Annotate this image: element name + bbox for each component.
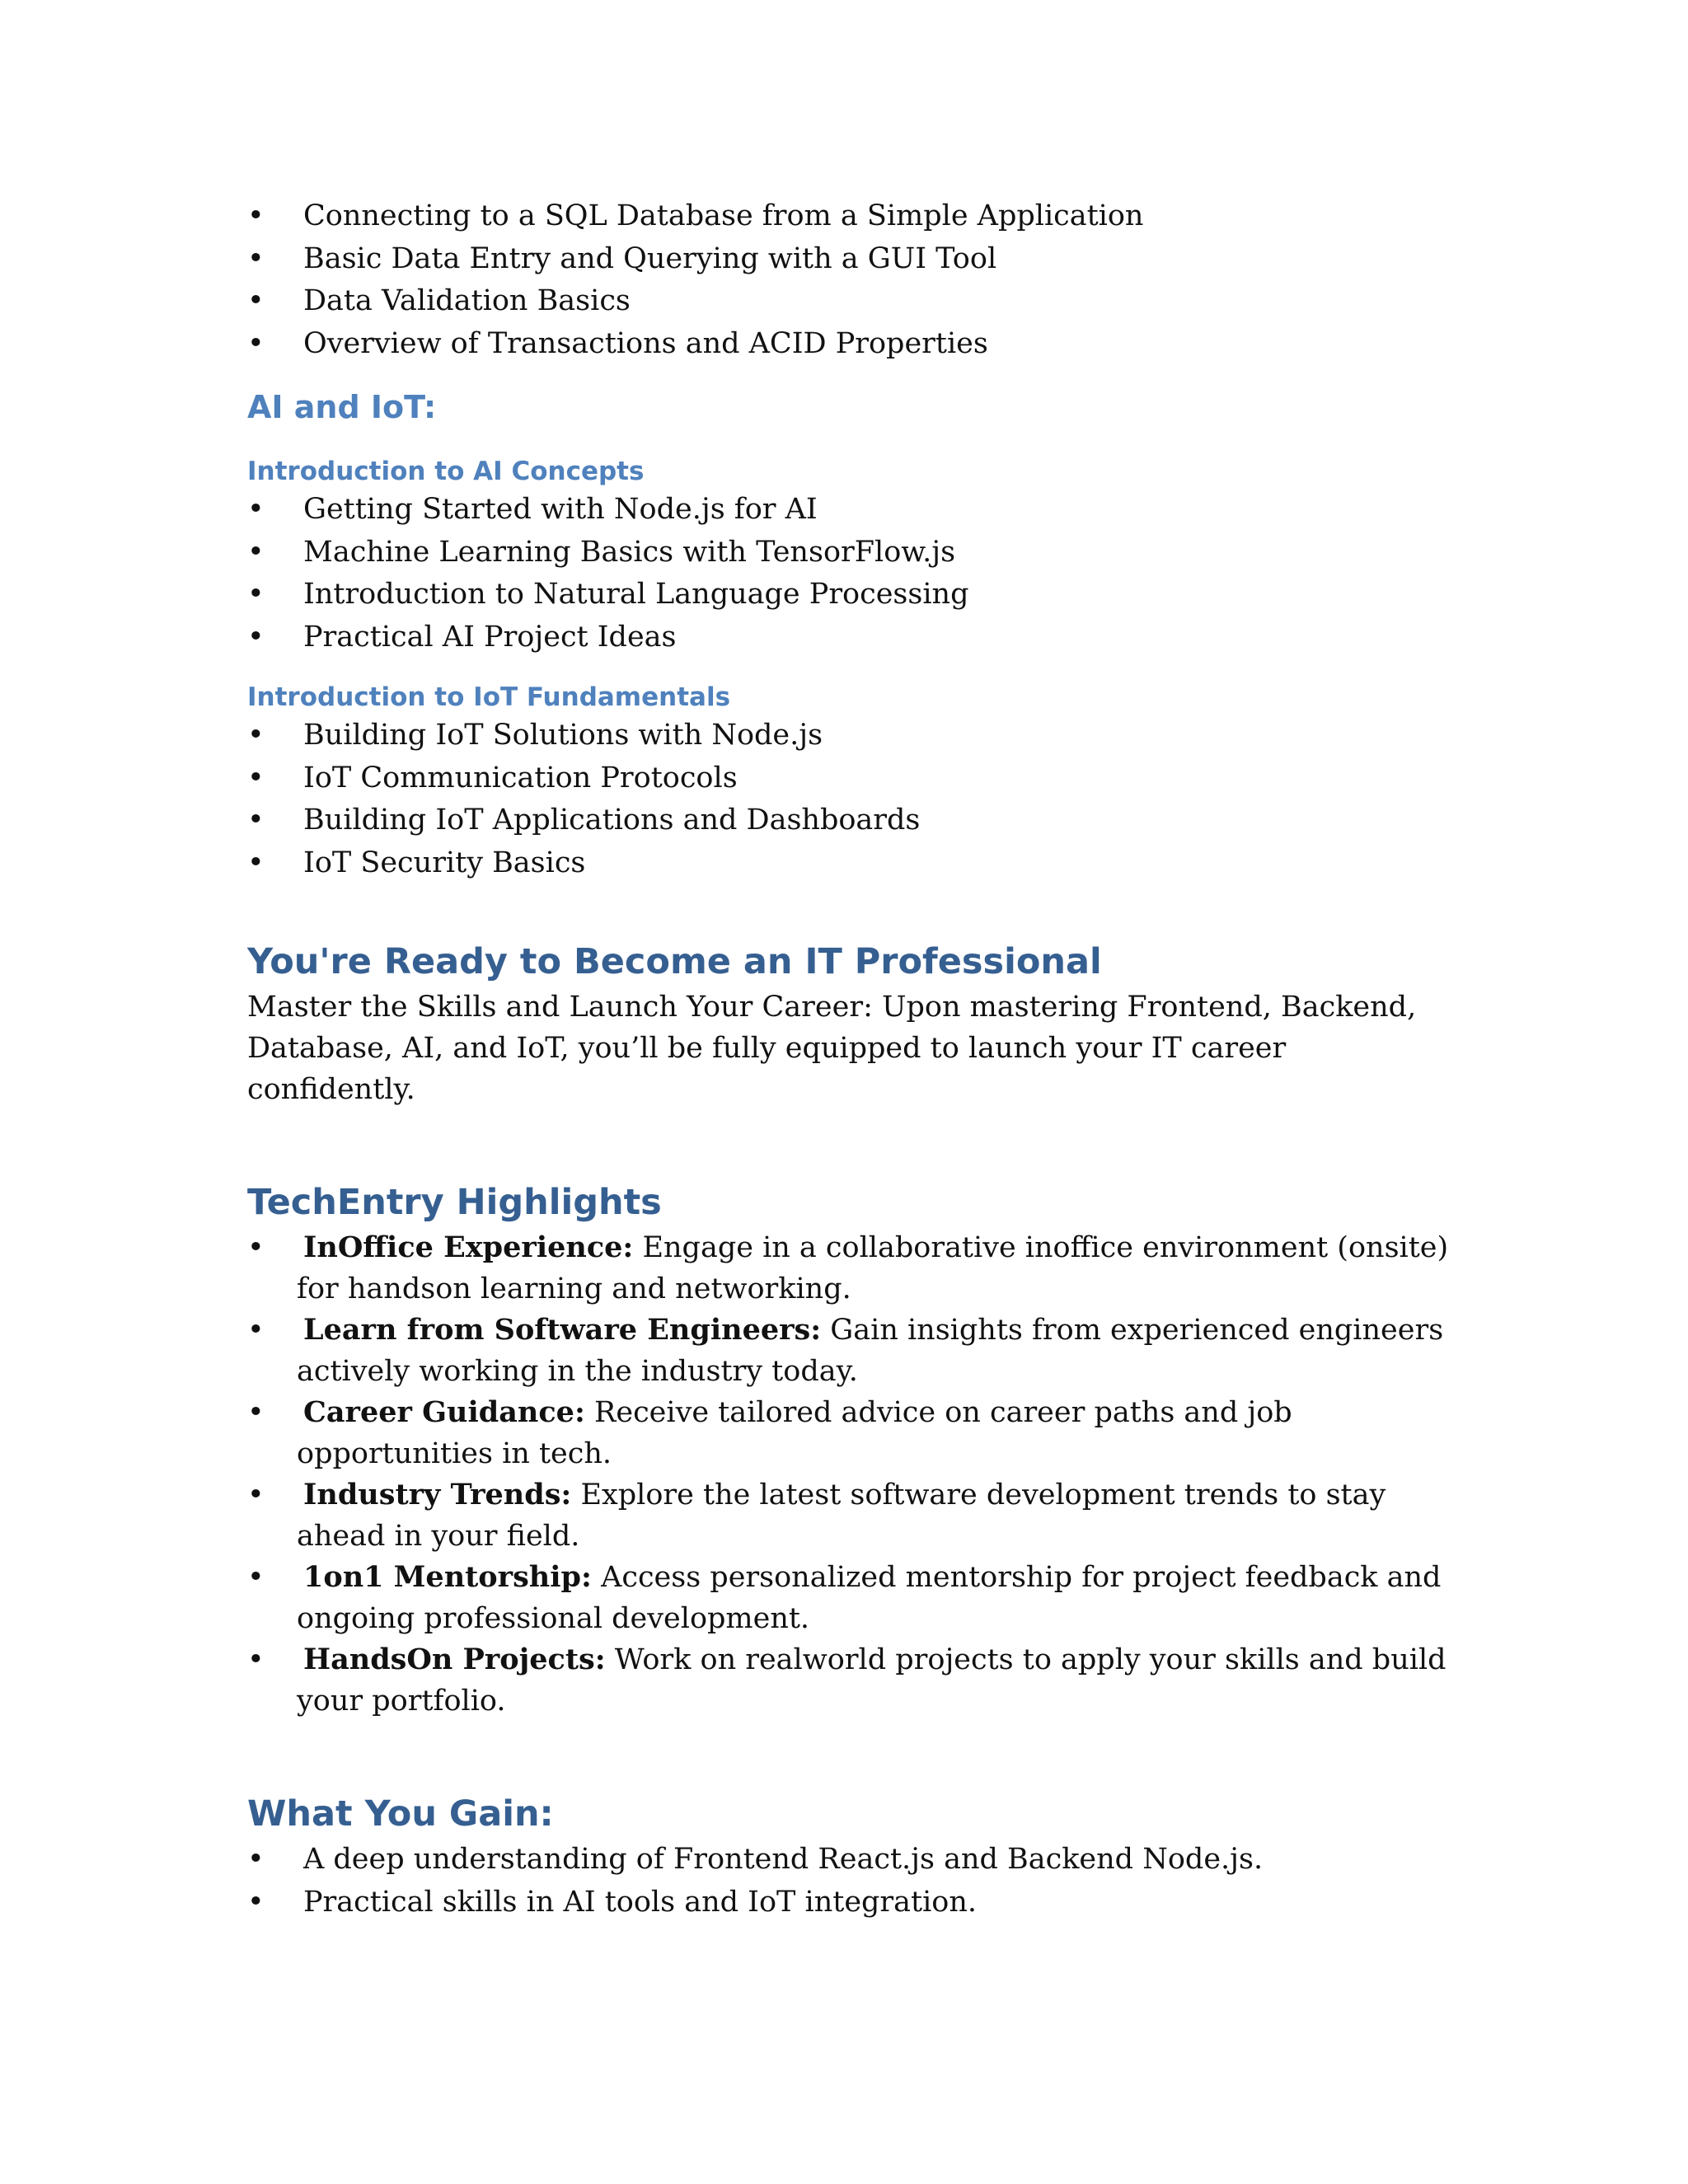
bullet-icon: • bbox=[247, 1314, 265, 1347]
bullet-icon: • bbox=[247, 719, 265, 752]
bullet-icon: • bbox=[247, 804, 265, 837]
bullet-icon: • bbox=[247, 1231, 265, 1264]
bullet-icon: • bbox=[247, 241, 265, 275]
database-topics-list bbox=[247, 195, 1451, 365]
list-item: • Industry Trends: Explore the latest software development trends to stay ahead in your field. bbox=[247, 1474, 1451, 1557]
list-item: • Overview of Transactions and ACID Properties bbox=[247, 323, 1451, 366]
page-content bbox=[247, 195, 1451, 1924]
bullet-icon: • bbox=[247, 1479, 265, 1511]
bullet-icon: • bbox=[247, 1643, 265, 1676]
bullet-icon: • bbox=[247, 493, 265, 526]
ready-heading: You're Ready to Become an IT Professional bbox=[247, 941, 1102, 982]
bullet-icon: • bbox=[247, 535, 265, 569]
list-item: • Career Guidance: Receive tailored advice on career paths and job opportunities in tech. bbox=[247, 1392, 1451, 1474]
list-item: • Building IoT Solutions with Node.js bbox=[247, 715, 1451, 757]
list-item: • IoT Communication Protocols bbox=[247, 757, 1451, 800]
list-item: • A deep understanding of Frontend React.js and Backend Node.js. bbox=[247, 1839, 1451, 1882]
list-item: • Machine Learning Basics with TensorFlow.js bbox=[247, 532, 1451, 574]
list-item: • Data Validation Basics bbox=[247, 280, 1451, 323]
bullet-icon: • bbox=[247, 199, 265, 232]
list-item: • InOffice Experience: Engage in a collaborative inoffice environment (onsite) for handson learning and networking. bbox=[247, 1227, 1451, 1310]
ai-concepts-heading: Introduction to AI Concepts bbox=[247, 457, 645, 486]
list-item: • 1on1 Mentorship: Access personalized mentorship for project feedback and ongoing professional development. bbox=[247, 1557, 1451, 1639]
bullet-icon: • bbox=[247, 326, 265, 360]
list-item: • Practical AI Project Ideas bbox=[247, 616, 1451, 659]
list-item: • IoT Security Basics bbox=[247, 842, 1451, 885]
bullet-icon: • bbox=[247, 620, 265, 654]
list-item: • Learn from Software Engineers: Gain insights from experienced engineers actively working in the industry today. bbox=[247, 1310, 1451, 1392]
highlights-list bbox=[247, 1227, 1451, 1722]
list-item: • Introduction to Natural Language Processing bbox=[247, 574, 1451, 616]
list-item: • Practical skills in AI tools and IoT integration. bbox=[247, 1882, 1451, 1924]
bullet-icon: • bbox=[247, 1885, 265, 1919]
highlights-heading: TechEntry Highlights bbox=[247, 1182, 662, 1223]
ai-concepts-list bbox=[247, 489, 1451, 658]
iot-fundamentals-heading: Introduction to IoT Fundamentals bbox=[247, 682, 731, 712]
bullet-icon: • bbox=[247, 761, 265, 794]
bullet-icon: • bbox=[247, 578, 265, 611]
iot-fundamentals-list bbox=[247, 715, 1451, 884]
ai-iot-heading: AI and IoT: bbox=[247, 389, 437, 425]
ready-paragraph: Master the Skills and Launch Your Career: Upon mastering Frontend, Backend, Database, AI, and IoT, you’ll be fully equipped to launch your IT career confidently. bbox=[247, 991, 1417, 1106]
list-item: • HandsOn Projects: Work on realworld projects to apply your skills and build your portfolio. bbox=[247, 1639, 1451, 1722]
bullet-icon: • bbox=[247, 1561, 265, 1594]
bullet-icon: • bbox=[247, 284, 265, 317]
list-item: • Getting Started with Node.js for AI bbox=[247, 489, 1451, 532]
list-item: • Building IoT Applications and Dashboards bbox=[247, 799, 1451, 842]
bullet-icon: • bbox=[247, 1843, 265, 1876]
gain-heading: What You Gain: bbox=[247, 1793, 554, 1835]
bullet-icon: • bbox=[247, 1396, 265, 1429]
list-item: • Connecting to a SQL Database from a Simple Application bbox=[247, 195, 1451, 238]
bullet-icon: • bbox=[247, 846, 265, 879]
gain-list bbox=[247, 1839, 1451, 1924]
list-item: • Basic Data Entry and Querying with a GUI Tool bbox=[247, 238, 1451, 281]
